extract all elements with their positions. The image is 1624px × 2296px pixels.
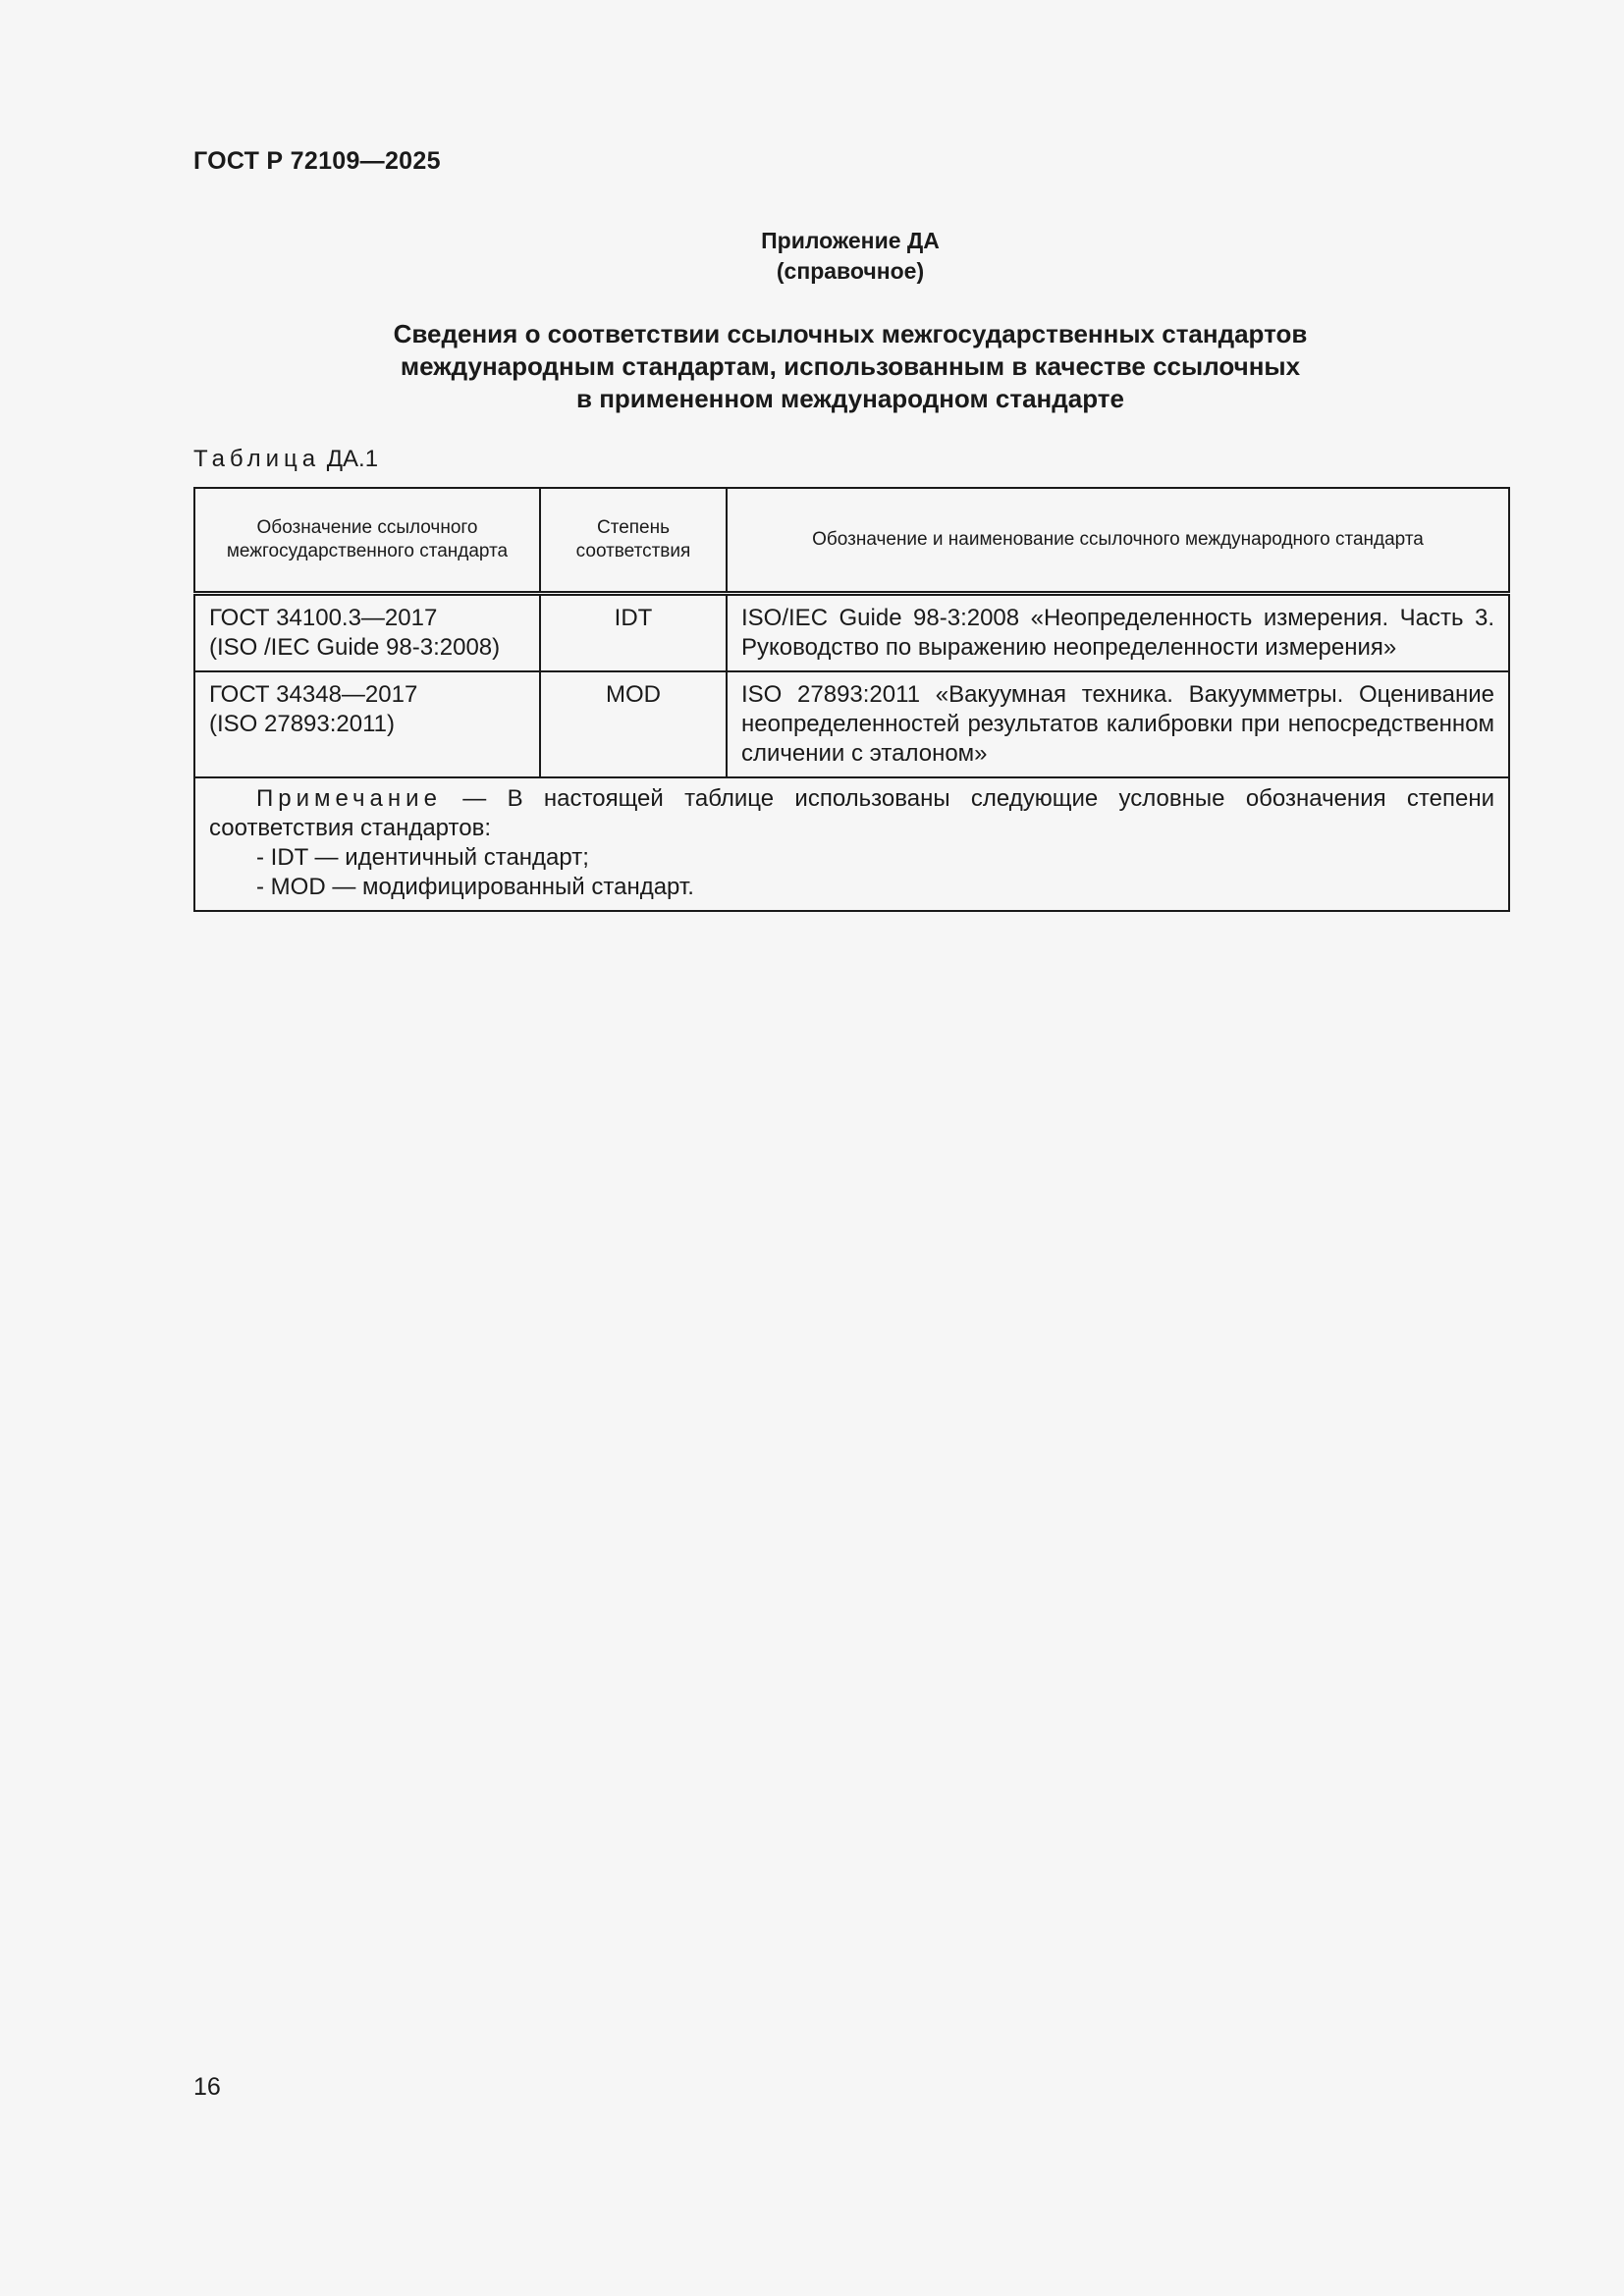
degree-cell: IDT	[540, 594, 727, 672]
page-number: 16	[193, 2073, 221, 2101]
designation-cell	[194, 594, 540, 672]
column-header-international: Обозначение и наименование ссылочного международного стандарта	[727, 488, 1509, 594]
international-standard-cell: ISO/IEC Guide 98-3:2008 «Неопределенность измерения. Часть 3. Руководство по выражению неопределенности измерения»	[727, 594, 1509, 672]
correspondence-table	[193, 487, 1510, 912]
degree-cell: MOD	[540, 671, 727, 777]
table-header-row	[194, 488, 1509, 594]
note-lead	[209, 784, 1494, 843]
table-row	[194, 671, 1509, 777]
designation-gost: ГОСТ 34348—2017	[209, 681, 418, 708]
annex-header	[193, 226, 1507, 287]
designation-gost: ГОСТ 34100.3—2017	[209, 605, 438, 631]
table-caption	[193, 446, 378, 473]
note-item-idt: - IDT — идентичный стандарт;	[256, 844, 589, 871]
document-code: ГОСТ Р 72109—2025	[193, 147, 441, 175]
designation-cell	[194, 671, 540, 777]
designation-iso: (ISO /IEC Guide 98-3:2008)	[209, 634, 501, 661]
table-row	[194, 594, 1509, 672]
heading-line-1: Сведения о соответствии ссылочных межгосударственных стандартов	[393, 319, 1308, 348]
annex-subtitle: (справочное)	[776, 258, 925, 284]
note-item-mod: - MOD — модифицированный стандарт.	[256, 874, 694, 900]
heading-line-2: международным стандартам, использованным в качестве ссылочных	[400, 351, 1301, 381]
column-header-degree: Степень соответствия	[540, 488, 727, 594]
note-text: — В настоящей таблице использованы следующие условные обозначения степени соответствия стандартов:	[209, 785, 1494, 841]
annex-title: Приложение ДА	[761, 228, 940, 253]
table-caption-word: Таблица	[193, 446, 321, 472]
international-standard-cell: ISO 27893:2011 «Вакуумная техника. Вакуумметры. Оценивание неопределенностей результатов калибровки при непосредственном сличении с эталоном»	[727, 671, 1509, 777]
designation-iso: (ISO 27893:2011)	[209, 711, 396, 737]
annex-heading	[193, 318, 1507, 415]
column-header-designation: Обозначение ссылочного межгосударственного стандарта	[194, 488, 540, 594]
heading-line-3: в примененном международном стандарте	[576, 384, 1124, 413]
table-note	[194, 777, 1509, 911]
table-caption-number: ДА.1	[326, 446, 379, 472]
table-note-row	[194, 777, 1509, 911]
note-label: Примечание	[256, 785, 442, 812]
